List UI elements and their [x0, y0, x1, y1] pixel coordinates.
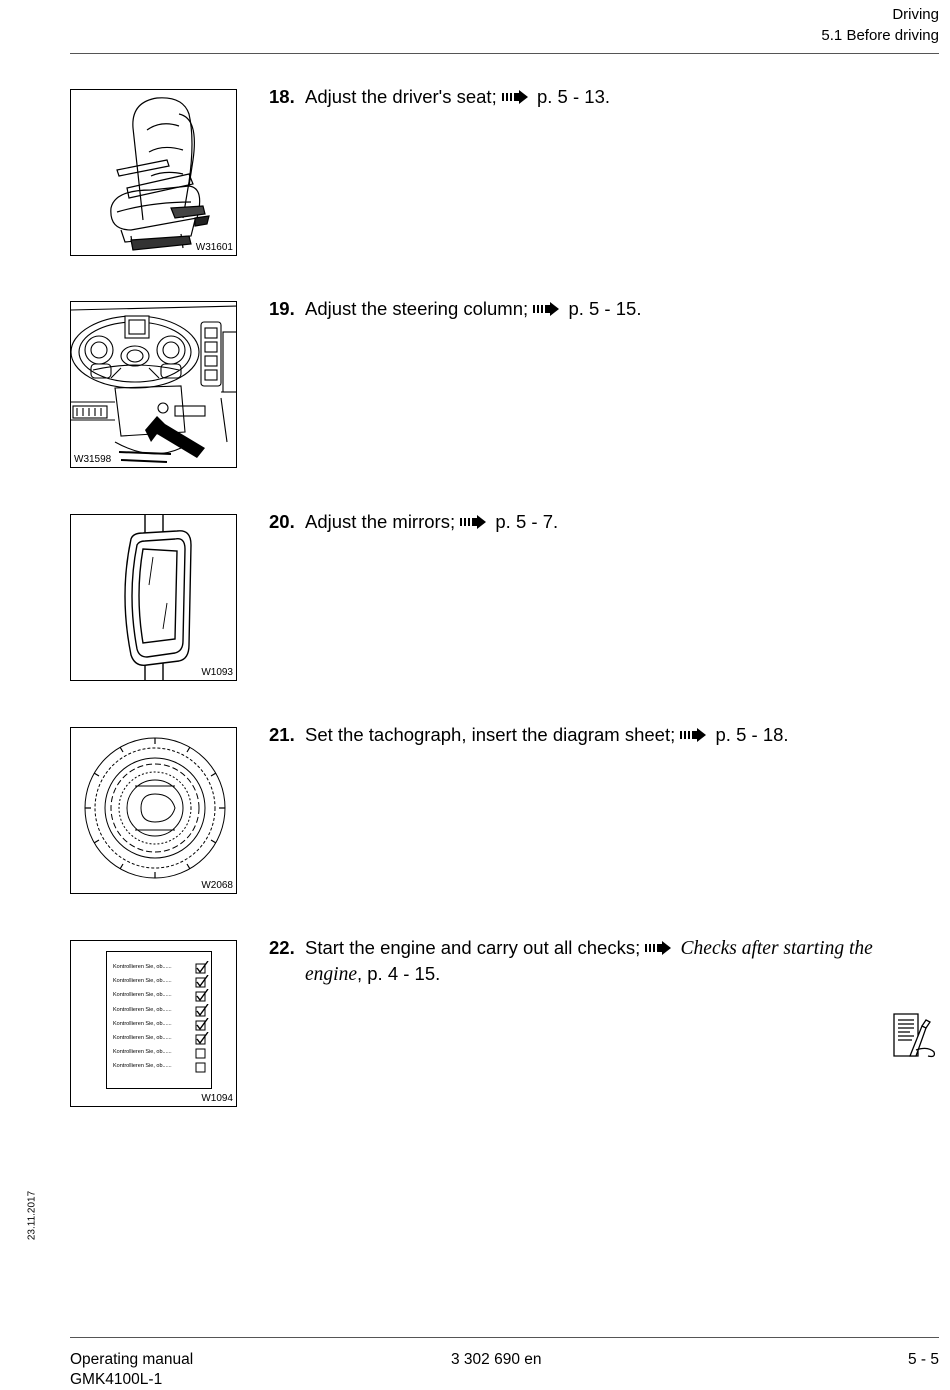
figure-steering-column	[70, 301, 237, 468]
checklist-row	[113, 976, 205, 988]
document-number: 3 302 690 en	[451, 1351, 542, 1368]
step-text: Set the tachograph, insert the diagram sheet;	[305, 724, 676, 745]
reference-title-cont[interactable]: engine	[305, 964, 357, 985]
checklist-document-icon	[888, 1010, 938, 1060]
figure-checklist	[70, 940, 237, 1107]
step-20	[269, 509, 929, 534]
checklist-sheet	[106, 951, 212, 1089]
step-number: 19.	[269, 298, 295, 319]
figure-mirrors	[70, 514, 237, 681]
page-number: 5 - 5	[907, 1351, 939, 1368]
checklist-row-text: Kontrollieren Sie, ob......	[113, 1020, 172, 1027]
step-text: Adjust the steering column;	[305, 298, 529, 319]
figure-code: W2068	[201, 880, 233, 891]
empty-box-icon	[195, 1046, 209, 1060]
checked-box-icon	[195, 1018, 209, 1032]
side-date: 23.11.2017	[26, 1190, 38, 1241]
mirror-illustration	[71, 515, 237, 681]
checklist-row-text: Kontrollieren Sie, ob......	[113, 1035, 172, 1041]
checklist-row	[113, 1033, 205, 1045]
checked-box-icon	[195, 1032, 209, 1046]
checklist-row	[113, 1061, 205, 1073]
step-number: 21.	[269, 724, 295, 745]
reference-arrow-icon	[645, 940, 675, 956]
reference-title[interactable]: Checks after starting the	[680, 938, 873, 959]
footer-left	[70, 1350, 193, 1390]
step-19	[269, 296, 929, 321]
page-reference[interactable]: p. 5 - 15.	[568, 298, 642, 319]
checklist-row-text: Kontrollieren Sie, ob......	[113, 992, 172, 999]
seat-illustration	[71, 90, 237, 256]
checklist-row-text: Kontrollieren Sie, ob......	[113, 978, 172, 985]
empty-box-icon	[195, 1060, 209, 1074]
page-reference[interactable]: p. 5 - 7.	[495, 511, 559, 532]
tachograph-disc-illustration	[71, 728, 237, 894]
steering-illustration	[71, 302, 237, 468]
checklist-row	[113, 1047, 205, 1059]
step-text: Start the engine and carry out all checks;	[305, 937, 641, 958]
reference-arrow-icon	[460, 514, 490, 530]
step-number: 20.	[269, 511, 295, 532]
checklist-row	[113, 1005, 205, 1017]
checklist-row	[113, 1019, 205, 1031]
page-reference[interactable]: p. 5 - 18.	[715, 724, 789, 745]
step-text: Adjust the mirrors;	[305, 511, 456, 532]
document-type: Operating manual	[70, 1351, 194, 1368]
figure-code: W1093	[201, 667, 233, 678]
checklist-row-text: Kontrollieren Sie, ob......	[113, 1063, 172, 1070]
figure-code: W1094	[201, 1093, 233, 1104]
step-22	[269, 935, 929, 987]
model-name: GMK4100L-1	[70, 1371, 163, 1388]
checklist-row	[113, 962, 205, 974]
checklist-row-text: Kontrollieren Sie, ob......	[113, 1006, 172, 1013]
checklist-row-text: Kontrollieren Sie, ob......	[113, 964, 172, 970]
page-reference[interactable]: p. 5 - 13.	[536, 86, 610, 107]
reference-arrow-icon	[502, 89, 532, 105]
step-number: 18.	[269, 86, 295, 107]
arrow-pointer-icon	[145, 416, 205, 458]
reference-arrow-icon	[680, 727, 710, 743]
reference-arrow-icon	[533, 301, 563, 317]
step-number: 22.	[269, 937, 295, 958]
checked-box-icon	[195, 989, 209, 1003]
checked-box-icon	[195, 975, 209, 989]
checklist-row-text: Kontrollieren Sie, ob......	[113, 1049, 172, 1056]
step-text: Adjust the driver's seat;	[305, 86, 497, 107]
chapter-title: Driving	[892, 6, 939, 23]
section-title: 5.1 Before driving	[821, 27, 939, 44]
checked-box-icon	[195, 961, 209, 975]
checklist-row	[113, 990, 205, 1002]
figure-tachograph	[70, 727, 237, 894]
figure-drivers-seat	[70, 89, 237, 256]
step-18	[269, 84, 929, 109]
header-rule	[70, 53, 939, 54]
checked-box-icon	[195, 1004, 209, 1018]
page-reference[interactable]: , p. 4 - 15.	[356, 963, 441, 984]
page-header	[821, 4, 939, 46]
figure-code: W31601	[195, 242, 233, 253]
footer-rule	[70, 1337, 939, 1338]
step-21	[269, 722, 929, 747]
figure-code: W31598	[74, 454, 112, 465]
